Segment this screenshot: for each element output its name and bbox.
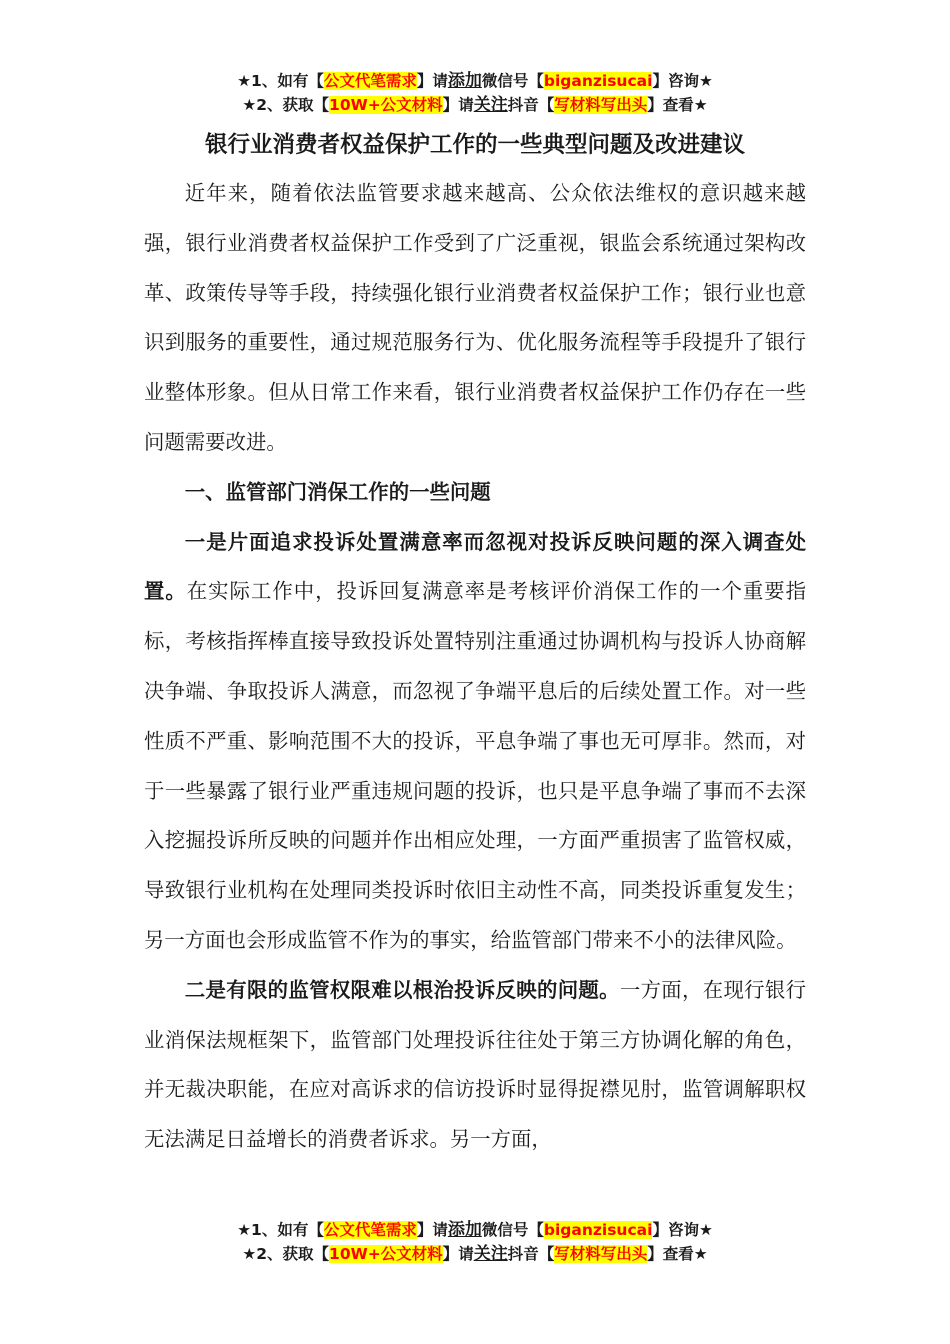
- promo-douyin-account: 写材料写出头: [554, 96, 648, 114]
- document-body: [144, 169, 806, 1165]
- promo-line-2-top: [0, 94, 950, 116]
- promo-text: 】咨询★: [652, 72, 713, 90]
- promo-text: ★1、如有【: [237, 1221, 324, 1239]
- promo-text: 微信号【: [481, 72, 544, 90]
- promo-text: ★2、获取【: [242, 96, 330, 114]
- promo-line-1-top: [0, 70, 950, 92]
- promo-text: 抖音【: [507, 1245, 555, 1263]
- promo-text: 抖音【: [507, 96, 555, 114]
- document-title: 银行业消费者权益保护工作的一些典型问题及改进建议: [204, 132, 745, 158]
- intro-paragraph: 近年来，随着依法监管要求越来越高、公众依法维权的意识越来越强，银行业消费者权益保护工作受到了广泛重视，银监会系统通过架构改革、政策传导等手段，持续强化银行业消费者权益保护工作；银行业也意识到服务的重要性，通过规范服务行为、优化服务流程等手段提升了银行业整体形象。但从日常工作来看，银行业消费者权益保护工作仍存在一些问题需要改进。: [144, 181, 806, 454]
- promo-highlight: 10W+公文材料: [329, 1245, 443, 1263]
- promo-text: ★2、获取【: [242, 1245, 330, 1263]
- promo-wechat-id: biganzisucai: [543, 72, 653, 90]
- promo-line-2-bottom: [0, 1243, 950, 1265]
- promo-text: 】请: [442, 96, 474, 114]
- promo-emphasis: 关注: [473, 95, 508, 115]
- promo-highlight: 公文代笔需求: [323, 1221, 417, 1239]
- promo-text: 微信号【: [481, 1221, 544, 1239]
- section-heading: 一、监管部门消保工作的一些问题: [184, 479, 491, 504]
- promo-text: 】请: [442, 1245, 474, 1263]
- promo-wechat-id: biganzisucai: [543, 1221, 653, 1239]
- promo-text: ★1、如有【: [237, 72, 324, 90]
- promo-emphasis: 添加: [447, 1220, 482, 1240]
- promo-douyin-account: 写材料写出头: [554, 1245, 648, 1263]
- promo-text: 】查看★: [647, 1245, 708, 1263]
- promo-highlight: 公文代笔需求: [323, 72, 417, 90]
- promo-text: 】查看★: [647, 96, 708, 114]
- promo-text: 】请: [416, 72, 448, 90]
- point-2-text: 一方面，在现行银行业消保法规框架下，监管部门处理投诉往往处于第三方协调化解的角色，并无裁决职能，在应对高诉求的信访投诉时显得捉襟见肘，监管调解职权无法满足日益增长的消费者诉求。另一方面，: [144, 977, 807, 1152]
- promo-highlight: 10W+公文材料: [329, 96, 443, 114]
- promo-emphasis: 添加: [447, 71, 482, 91]
- point-1-paragraph: [144, 518, 806, 966]
- promo-text: 】咨询★: [652, 1221, 713, 1239]
- point-2-lead: 二是有限的监管权限难以根治投诉反映的问题。: [184, 977, 620, 1002]
- point-2-paragraph: [144, 966, 806, 1165]
- promo-line-1-bottom: [0, 1219, 950, 1241]
- promo-emphasis: 关注: [473, 1244, 508, 1264]
- point-1-lead: 一是片面追求投诉处置满意率而忽视对投诉反映问题的深入调查处置。: [144, 529, 806, 604]
- point-1-text: 在实际工作中，投诉回复满意率是考核评价消保工作的一个重要指标，考核指挥棒直接导致投诉处置特别注重通过协调机构与投诉人协商解决争端、争取投诉人满意，而忽视了争端平息后的后续处置工作。对一些性质不严重、影响范围不大的投诉，平息争端了事也无可厚非。然而，对于一些暴露了银行业严重违规问题的投诉，也只是平息争端了事而不去深入挖掘投诉所反映的问题并作出相应处理，一方面严重损害了监管权威，导致银行业机构在处理同类投诉时依旧主动性不高，同类投诉重复发生；另一方面也会形成监管不作为的事实，给监管部门带来不小的法律风险。: [144, 579, 807, 952]
- promo-text: 】请: [416, 1221, 448, 1239]
